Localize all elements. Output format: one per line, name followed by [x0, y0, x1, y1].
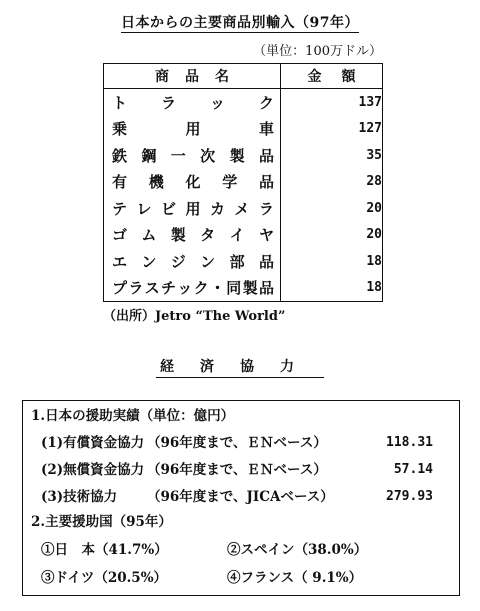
product-name: 鉄 鋼 一 次 製 品: [112, 146, 274, 165]
table-row: [104, 195, 383, 222]
aid-label: (2)無償資金協力: [41, 462, 145, 478]
product-name: ゴ ム 製 タ イ ヤ: [112, 226, 274, 245]
donor-item: ①日 本（41.7%）: [41, 542, 168, 558]
product-name: 乗 用 車: [112, 120, 274, 139]
amount-cell: 127: [358, 121, 382, 137]
amount-cell: 28: [366, 174, 382, 190]
section2-heading-row: [23, 511, 459, 533]
source-note: （出所）Jetro “The World”: [103, 309, 286, 324]
section1-heading-row: [23, 405, 459, 427]
donor-item: ④フランス（ 9.1%）: [227, 570, 363, 586]
header-product: 商品名: [104, 64, 281, 89]
table-header-row: [104, 64, 383, 89]
table-row: [104, 169, 383, 196]
header-amount: 金額: [281, 64, 383, 89]
product-cell: [104, 116, 281, 143]
product-name: 有 機 化 学 品: [112, 173, 274, 192]
product-cell: [104, 195, 281, 222]
table-row: [104, 89, 383, 116]
imports-unit: （単位：100万ドル）: [253, 44, 382, 59]
amount-cell: 20: [366, 227, 382, 243]
aid-item: [23, 459, 459, 481]
product-cell: [104, 89, 281, 116]
aid-label: (1)有償資金協力: [41, 435, 145, 451]
table-row: [104, 116, 383, 143]
donor-row: [23, 567, 459, 589]
product-cell: [104, 169, 281, 196]
aid-note: （96年度まで、ＥＮベース）: [147, 462, 327, 478]
section1-heading: 1.日本の援助実績（単位：億円）: [31, 408, 235, 424]
amount-cell: 137: [358, 94, 382, 110]
cooperation-box: [22, 400, 460, 596]
aid-label: (3)技術協力: [41, 489, 118, 505]
amount-cell: 20: [366, 200, 382, 216]
amount-cell: 35: [366, 147, 382, 163]
imports-title-text: 日本からの主要商品別輸入（97年）: [121, 15, 359, 31]
product-name: エ ン ジ ン 部 品: [112, 252, 274, 271]
aid-value: 57.14: [393, 462, 433, 477]
cooperation-title-text: 経済協力: [160, 359, 320, 375]
section2-heading: 2.主要援助国（95年）: [31, 514, 172, 530]
table-row: [104, 248, 383, 275]
table-row: [104, 142, 383, 169]
aid-value: 279.93: [386, 489, 433, 504]
imports-title: [0, 12, 480, 32]
aid-item: [23, 432, 459, 454]
donor-item: ②スペイン（38.0%）: [227, 542, 368, 558]
table-row: [104, 275, 383, 302]
amount-cell: 18: [366, 280, 382, 296]
amount-cell: 18: [366, 253, 382, 269]
imports-table: [103, 63, 383, 302]
product-name: プ ラ ス チ ッ ク ・ 同 製 品: [112, 279, 274, 298]
product-cell: [104, 248, 281, 275]
aid-item: [23, 486, 459, 508]
product-name: ト ラ ッ ク: [112, 93, 274, 112]
cooperation-title: [0, 356, 480, 378]
donor-item: ③ドイツ（20.5%）: [41, 570, 168, 586]
product-cell: [104, 222, 281, 249]
aid-note: （96年度まで、ＥＮベース）: [147, 435, 327, 451]
table-row: [104, 222, 383, 249]
product-cell: [104, 142, 281, 169]
aid-note: （96年度まで、JICAベース）: [147, 489, 334, 505]
aid-value: 118.31: [386, 435, 433, 450]
product-cell: [104, 275, 281, 302]
product-name: テ レ ビ 用 カ メ ラ: [112, 199, 274, 218]
donor-row: [23, 539, 459, 561]
